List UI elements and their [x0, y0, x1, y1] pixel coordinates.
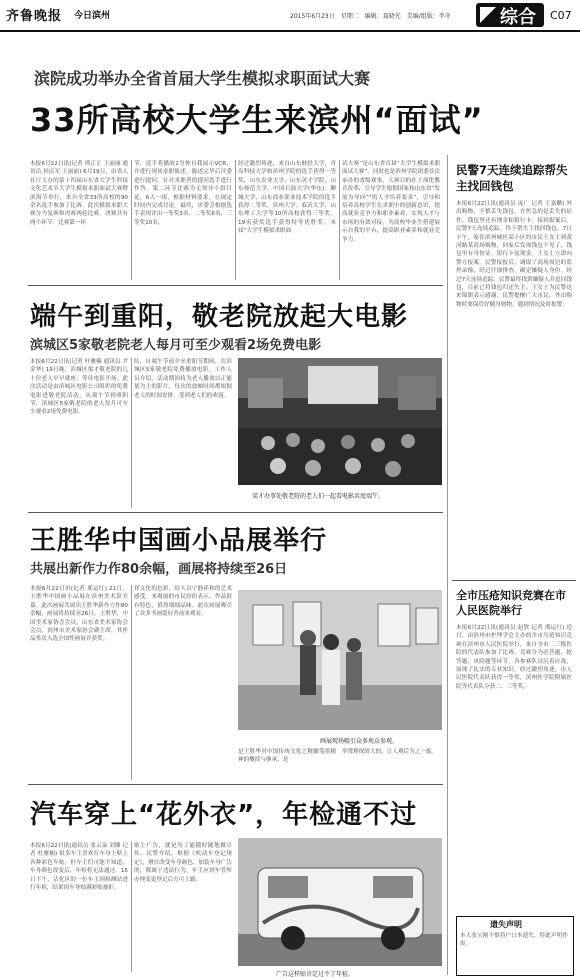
story6-col2: 贴上广告，就是为了能随时随地做宣传。民警介绍，根据《机动车登记规定》，擅自改变车身颜色、加装车身广告的，都属于违法行为。车主应到车管所办理变更登记后方可上路。	[134, 843, 232, 883]
edition-name: 今日滨州	[74, 11, 111, 21]
story4-photo-caption1: 画展现场吸引众多观众参观。	[320, 738, 399, 745]
section-name: 综合	[500, 7, 536, 28]
story2-body: 本报6月22日讯(通讯员 庞广 记者 王嘉鹏) 外出购物，不慎丢失钱包，在焦急的是丢失的证件，钱包里还有现金和银行卡。接到报案后，民警7天连续追踪，终于帮失主找回钱包。7日下午，家住滨州城区某小区的市民王女士到黄河路某商场购物，回家后发现钱包不见了，钱包里有身份证、银行卡及现金。王女士立即向警方报案。民警接报后，调取了商场周边的监控录像，经过仔细排查，确定嫌疑人身份。经过7天连续追踪，民警最终找到嫌疑人并追回钱包，目前已将钱包归还失主。王女士为民警送来锦旗表示感谢。民警提醒广大市民，外出购物时要保管好随身财物，遇到情况及时报警。	[456, 201, 572, 308]
story3-photo	[238, 358, 442, 485]
story1-col4: 试大赛”是山东省首届“大学生模拟求职面试大赛”，同时也是滨州学院团委首次承办的省级赛事，大赛目的在于深化教育改革，引导学生根据国家和山东省“发展为导向”“的人才培养要求”，引导和培养高校学生在求职中的创新意识，提高就业竞争力和职业素养，实现人才与市场的有效对接，为高校毕业生搭建展示自我的平台，提高职业素养和就业竞争力。	[342, 161, 440, 243]
notice-body: 本人张宝刚不慎将户口本遗失，特此声明作废。	[460, 933, 568, 948]
story6-photo-caption: 广告这样贴肯定过不了年检。	[276, 971, 355, 978]
story4-col1: 本报6月22日讯(记者 邢运红) 21日，王胜华中国画小品展在滨州美术馆开幕。此次画展共展出王胜华新作力作80余幅，画展将持续至26日。王胜华，中国美术家协会会员，山东省美术家协会会员，滨州市美术家协会副主席。其作品多次入选全国性画展并获奖。	[30, 586, 128, 643]
story3-col2: 队，自端午节前夕至重阳节期间，在滨城区5家敬老院免费播放电影。工作人员介绍，活动期间将为老人播放以正能量为主的影片，每次的放映时间都根据老人的时间安排，受到老人们的欢迎。	[134, 359, 232, 399]
story6-photo	[238, 838, 442, 966]
story1-headline: 33所高校大学生来滨州“面试”	[30, 101, 484, 139]
story6-headline: 汽车穿上“花外衣”，年检通不过	[30, 800, 418, 830]
page-number: C07	[550, 9, 572, 22]
column-rule	[131, 160, 132, 280]
story3-col1: 本报6月22日讯(记者 杜雅楠 通讯员 尹金华) 19日晚，滨城区梁才敬老院的几十位老人早早就座，等待电影开场。此次活动是由滨城区电影公司组织的免费电影进敬老院活动，从端午节到重阳节，滨城区5家敬老院的老人每月可至少观看2场免费电影。	[30, 359, 128, 416]
section-divider	[28, 512, 443, 513]
dateline: 2015年6月23日 星期二 编辑：聂晓光 美编/组版：李冬	[290, 13, 451, 20]
story4-photo-caption3: 举常释探情大的，让人观后为之一振。	[342, 749, 438, 755]
story1-col2: 节，选手将播放1分钟自我展示VCR，并进行现场求职陈述，陈述完毕后评委进行提问，针对求职者的提问选手进行作答。第二环节比赛为无领导小组讨论，6人一组，根据材料要求，在规定时间内完成讨论。最终，评委会根据选手表现评出一等奖3名、二等奖6名，三等奖10名。	[134, 161, 232, 226]
cinema-scene-image	[238, 358, 442, 485]
column-rule	[131, 585, 132, 780]
story3-photo-caption: 梁才办事处敬老院的老人们一起看电影共度端午。	[252, 493, 385, 500]
column-rule	[339, 160, 340, 280]
section-divider	[28, 285, 443, 286]
story5-headline: 全市压疮知识竞赛在市人民医院举行	[456, 589, 566, 617]
section-divider	[452, 580, 576, 581]
story1-col3: 经过激烈角逐，来自山东财经大学，青岛科技大学和滨州学院的选手获得一等奖，山东农业大学、山东英才学院、山东师范大学，中国石油大学(华东)、聊城大学、山东商业职业技术学院的选手获得二等奖。滨州大学、临沂大学、山东理工大学等10所高校获得三等奖。19名获奖选手获得特等优胜奖。本届“大学生模拟求职面	[238, 161, 336, 235]
story6-col1: 本报6月22日讯(通讯员 张云朵 刘娜 记者 杜雅楠) 很多车主喜欢在车身上贴上各种彩色车贴，但车主们可能不知道，车身颜色改变后，年检将无法通过。15日下午，沾化区的一位车主到检测站进行年检，结果因车身贴满彩贴被拒。	[30, 843, 128, 892]
decorated-car-image	[238, 838, 442, 966]
story3-subhead: 滨城区5家敬老院老人每月可至少观看2场免费电影	[30, 338, 322, 353]
gallery-scene-image	[238, 590, 442, 730]
story2-headline: 民警7天连续追踪帮失主找回钱包	[456, 163, 568, 193]
column-rule	[447, 155, 448, 975]
paper-logo: 齐鲁晚报	[6, 9, 63, 24]
story5-body: 本报6月22日讯(通讯员 赵欣 记者 邢运红) 近日，由滨州市护理学会主办的全市压疮知识竞赛在滨州市人民医院举行，来自全市二三级医院的代表队参加了比赛。竞赛分为必答题、抢答题、风险题等环节，各参赛队员沉着应战，展现了扎实的专业知识。经过激烈角逐，市人民医院代表队获得一等奖，滨州医学院附属医院等代表队分获二、三等奖。	[456, 625, 572, 690]
story1-kicker: 滨院成功举办全省首届大学生模拟求职面试大赛	[34, 69, 371, 88]
story3-headline: 端午到重阳，敬老院放起大电影	[30, 302, 409, 332]
section-divider	[28, 784, 443, 785]
story4-col2: 祥文化的色彩，给人以宁静祥和的艺术感受。来观展的市民纷纷表示，作品很有特色，值得细细品味。此次画展吸引了众多书画爱好者前来观看。	[134, 586, 232, 618]
story4-headline: 王胜华中国画小品展举行	[30, 526, 328, 556]
column-rule	[131, 842, 132, 972]
column-rule	[235, 160, 236, 280]
notice-title: 遗失声明	[490, 920, 522, 929]
story4-subhead: 共展出新作力作80余幅，画展将持续至26日	[30, 562, 288, 577]
story1-col1: 本报6月22日讯(记者 谭正正 王丽丽 通讯员 侯庆军 王丽丽) 6月19日，由省人社厅主办的第十四届山东省大学生科技文化艺术节大学生模拟求职面试大赛暨滨海节举行，来自全省33所高校的90余名选手参加了比赛。此次模拟求职大赛分为复赛和决赛两轮比赛，决赛共有两个环节：比赛第一环	[30, 161, 128, 226]
story4-photo	[238, 590, 442, 730]
column-rule	[131, 358, 132, 508]
story4-photo-caption2: 是王胜华对中国传统文化之精髓笔墨精神的概括与继承，是	[238, 749, 336, 764]
